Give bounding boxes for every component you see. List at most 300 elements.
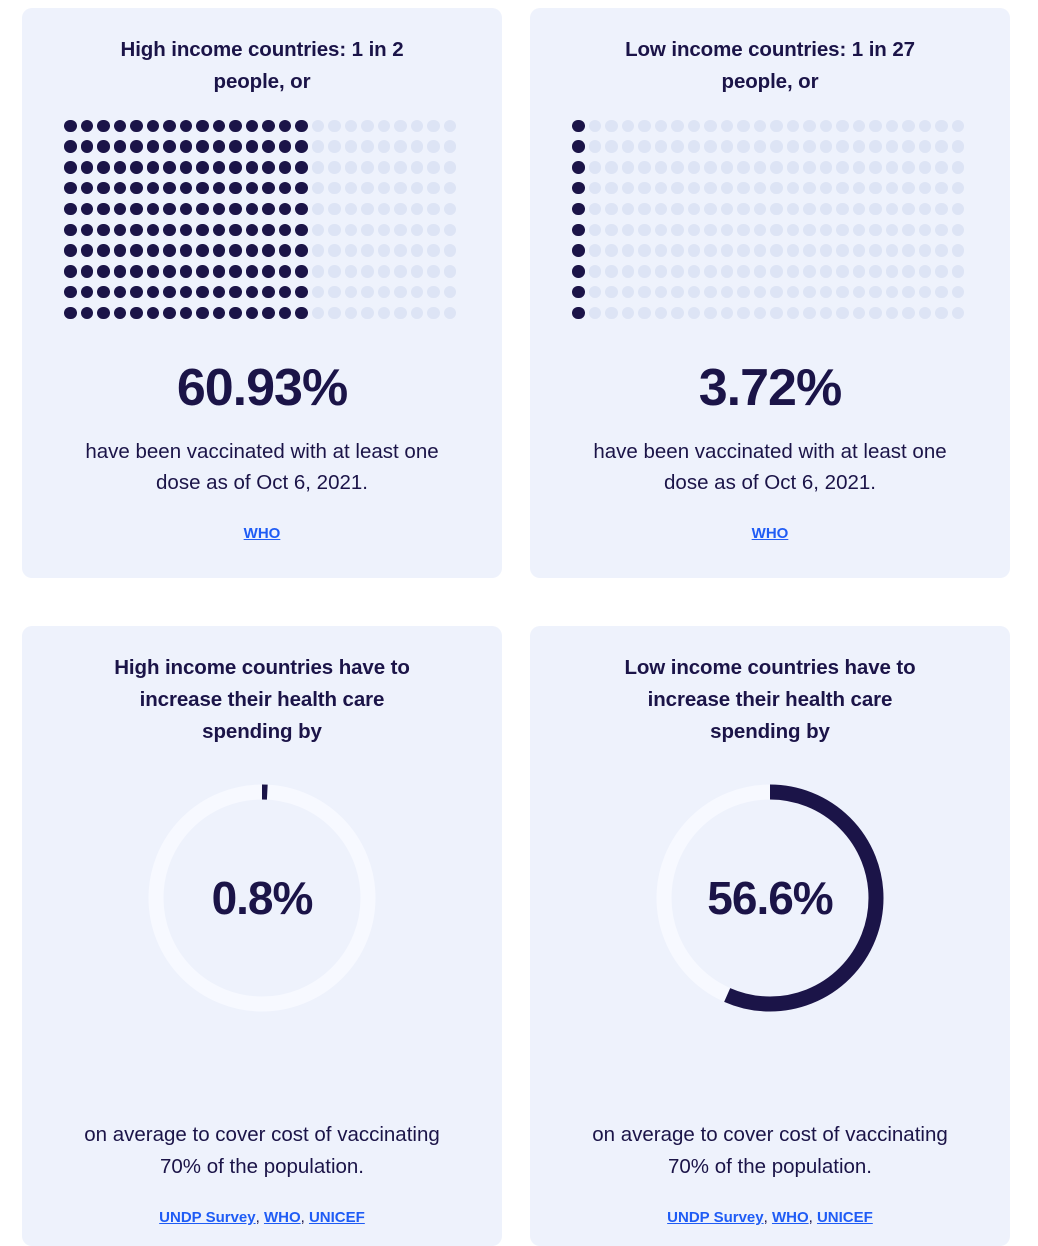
waffle-dot-filled bbox=[213, 203, 226, 216]
waffle-dot-empty bbox=[853, 161, 866, 174]
waffle-dot-filled bbox=[64, 161, 77, 174]
waffle-dot-empty bbox=[605, 244, 618, 257]
waffle-dot-filled bbox=[229, 286, 242, 299]
waffle-dot-filled bbox=[97, 244, 110, 257]
waffle-dot-filled bbox=[295, 140, 308, 153]
waffle-dot-empty bbox=[886, 120, 899, 133]
waffle-dot-empty bbox=[721, 224, 734, 237]
waffle-dot-empty bbox=[605, 307, 618, 320]
waffle-dot-empty bbox=[378, 140, 391, 153]
waffle-dot-empty bbox=[869, 307, 882, 320]
waffle-dot-empty bbox=[952, 120, 965, 133]
waffle-dot-empty bbox=[935, 224, 948, 237]
waffle-dot-empty bbox=[638, 120, 651, 133]
source-links[interactable] bbox=[244, 525, 281, 542]
waffle-dot-empty bbox=[704, 244, 717, 257]
waffle-dot-empty bbox=[836, 307, 849, 320]
waffle-dot-filled bbox=[114, 140, 127, 153]
waffle-dot-filled bbox=[572, 140, 585, 153]
source-link-unicef[interactable]: UNICEF bbox=[308, 1209, 365, 1226]
waffle-dot-filled bbox=[572, 161, 585, 174]
waffle-dot-filled bbox=[262, 307, 275, 320]
waffle-dot-filled bbox=[114, 265, 127, 278]
waffle-dot-empty bbox=[378, 224, 391, 237]
waffle-dot-empty bbox=[820, 120, 833, 133]
waffle-dot-empty bbox=[655, 182, 668, 195]
waffle-dot-empty bbox=[869, 224, 882, 237]
waffle-dot-filled bbox=[295, 265, 308, 278]
waffle-dot-empty bbox=[853, 224, 866, 237]
waffle-dot-filled bbox=[97, 203, 110, 216]
stat-value: 3.72% bbox=[698, 358, 842, 417]
waffle-dot-filled bbox=[196, 286, 209, 299]
waffle-dot-filled bbox=[262, 203, 275, 216]
waffle-dot-filled bbox=[163, 307, 176, 320]
waffle-dot-empty bbox=[345, 161, 358, 174]
waffle-dot-empty bbox=[361, 161, 374, 174]
waffle-dot-empty bbox=[787, 286, 800, 299]
waffle-dot-empty bbox=[444, 161, 457, 174]
waffle-dot-filled bbox=[295, 182, 308, 195]
waffle-dot-empty bbox=[328, 307, 341, 320]
waffle-dot-empty bbox=[836, 224, 849, 237]
source-links[interactable] bbox=[667, 1209, 873, 1226]
waffle-dot-empty bbox=[836, 182, 849, 195]
waffle-dot-empty bbox=[312, 161, 325, 174]
waffle-dot-empty bbox=[444, 120, 457, 133]
waffle-dot-empty bbox=[886, 307, 899, 320]
waffle-dot-filled bbox=[114, 286, 127, 299]
waffle-dot-empty bbox=[919, 182, 932, 195]
waffle-dot-empty bbox=[803, 161, 816, 174]
waffle-dot-filled bbox=[572, 244, 585, 257]
waffle-dot-empty bbox=[869, 140, 882, 153]
waffle-dot-empty bbox=[902, 203, 915, 216]
waffle-dot-empty bbox=[919, 120, 932, 133]
waffle-dot-empty bbox=[671, 120, 684, 133]
waffle-dot-empty bbox=[345, 120, 358, 133]
waffle-dot-filled bbox=[196, 224, 209, 237]
waffle-dot-empty bbox=[919, 161, 932, 174]
waffle-dot-empty bbox=[378, 265, 391, 278]
waffle-dot-filled bbox=[196, 140, 209, 153]
waffle-dot-empty bbox=[345, 182, 358, 195]
waffle-dot-empty bbox=[605, 224, 618, 237]
waffle-dot-empty bbox=[671, 224, 684, 237]
waffle-dot-empty bbox=[820, 140, 833, 153]
source-link-unicef[interactable]: UNICEF bbox=[816, 1209, 873, 1226]
waffle-dot-empty bbox=[952, 265, 965, 278]
waffle-dot-filled bbox=[147, 182, 160, 195]
waffle-dot-empty bbox=[411, 120, 424, 133]
waffle-dot-empty bbox=[688, 140, 701, 153]
waffle-dot-filled bbox=[262, 120, 275, 133]
waffle-dot-empty bbox=[312, 140, 325, 153]
waffle-dot-empty bbox=[919, 265, 932, 278]
waffle-dot-empty bbox=[622, 244, 635, 257]
waffle-dot-filled bbox=[81, 286, 94, 299]
waffle-dot-filled bbox=[572, 224, 585, 237]
waffle-dot-empty bbox=[704, 307, 717, 320]
waffle-dot-filled bbox=[295, 161, 308, 174]
waffle-dot-empty bbox=[935, 161, 948, 174]
source-separator: , bbox=[255, 1209, 264, 1226]
source-link-who[interactable]: WHO bbox=[771, 1209, 809, 1226]
waffle-dot-filled bbox=[196, 244, 209, 257]
waffle-dot-empty bbox=[655, 140, 668, 153]
waffle-dot-empty bbox=[411, 307, 424, 320]
waffle-chart-high-income bbox=[64, 120, 460, 328]
waffle-dot-filled bbox=[279, 307, 292, 320]
waffle-dot-empty bbox=[902, 307, 915, 320]
waffle-dot-filled bbox=[180, 140, 193, 153]
waffle-dot-empty bbox=[361, 244, 374, 257]
waffle-dot-filled bbox=[114, 224, 127, 237]
waffle-dot-empty bbox=[770, 286, 783, 299]
waffle-dot-empty bbox=[394, 307, 407, 320]
waffle-dot-empty bbox=[378, 244, 391, 257]
waffle-dot-empty bbox=[589, 307, 602, 320]
waffle-dot-empty bbox=[820, 161, 833, 174]
waffle-dot-filled bbox=[262, 244, 275, 257]
waffle-dot-filled bbox=[114, 203, 127, 216]
waffle-dot-empty bbox=[820, 265, 833, 278]
waffle-dot-empty bbox=[427, 286, 440, 299]
waffle-dot-empty bbox=[361, 203, 374, 216]
waffle-dot-empty bbox=[886, 140, 899, 153]
waffle-dot-empty bbox=[655, 224, 668, 237]
waffle-dot-empty bbox=[655, 265, 668, 278]
waffle-dot-empty bbox=[737, 244, 750, 257]
waffle-dot-empty bbox=[770, 203, 783, 216]
waffle-dot-empty bbox=[704, 203, 717, 216]
waffle-dot-empty bbox=[427, 307, 440, 320]
waffle-dot-filled bbox=[64, 307, 77, 320]
waffle-dot-empty bbox=[444, 140, 457, 153]
waffle-dot-empty bbox=[754, 182, 767, 195]
waffle-dot-filled bbox=[163, 182, 176, 195]
source-link-who[interactable]: WHO bbox=[751, 525, 789, 543]
waffle-dot-empty bbox=[345, 224, 358, 237]
waffle-dot-empty bbox=[770, 182, 783, 195]
waffle-dot-filled bbox=[180, 120, 193, 133]
waffle-dot-empty bbox=[737, 182, 750, 195]
waffle-dot-empty bbox=[935, 265, 948, 278]
waffle-dot-empty bbox=[886, 286, 899, 299]
waffle-dot-empty bbox=[688, 120, 701, 133]
stat-description: on average to cover cost of vaccinating 70% of the population. bbox=[84, 1123, 440, 1179]
waffle-dot-filled bbox=[147, 161, 160, 174]
waffle-dot-filled bbox=[81, 182, 94, 195]
waffle-dot-empty bbox=[394, 286, 407, 299]
waffle-dot-filled bbox=[295, 224, 308, 237]
waffle-dot-empty bbox=[312, 265, 325, 278]
waffle-dot-filled bbox=[97, 307, 110, 320]
waffle-dot-empty bbox=[836, 244, 849, 257]
waffle-dot-empty bbox=[605, 286, 618, 299]
waffle-dot-empty bbox=[638, 286, 651, 299]
waffle-dot-empty bbox=[411, 203, 424, 216]
waffle-dot-empty bbox=[427, 140, 440, 153]
waffle-dot-empty bbox=[688, 161, 701, 174]
waffle-dot-filled bbox=[147, 224, 160, 237]
waffle-dot-empty bbox=[361, 307, 374, 320]
card-low-income-spending bbox=[530, 626, 1010, 1246]
waffle-dot-empty bbox=[655, 286, 668, 299]
waffle-dot-empty bbox=[427, 120, 440, 133]
waffle-dot-empty bbox=[737, 161, 750, 174]
waffle-dot-empty bbox=[902, 286, 915, 299]
waffle-dot-filled bbox=[81, 140, 94, 153]
waffle-dot-empty bbox=[803, 286, 816, 299]
waffle-dot-filled bbox=[196, 307, 209, 320]
waffle-dot-empty bbox=[605, 120, 618, 133]
waffle-dot-empty bbox=[704, 161, 717, 174]
card-high-income-spending bbox=[22, 626, 502, 1246]
waffle-dot-empty bbox=[820, 244, 833, 257]
waffle-dot-empty bbox=[312, 286, 325, 299]
waffle-dot-empty bbox=[803, 244, 816, 257]
waffle-dot-empty bbox=[622, 140, 635, 153]
waffle-dot-filled bbox=[295, 286, 308, 299]
waffle-dot-filled bbox=[180, 286, 193, 299]
waffle-dot-filled bbox=[213, 307, 226, 320]
waffle-dot-empty bbox=[853, 265, 866, 278]
waffle-dot-empty bbox=[754, 224, 767, 237]
card-high-income-vaccination bbox=[22, 8, 502, 578]
waffle-dot-filled bbox=[147, 120, 160, 133]
waffle-dot-empty bbox=[638, 224, 651, 237]
waffle-dot-empty bbox=[671, 244, 684, 257]
waffle-dot-empty bbox=[787, 140, 800, 153]
waffle-dot-empty bbox=[754, 307, 767, 320]
waffle-dot-empty bbox=[394, 244, 407, 257]
waffle-dot-filled bbox=[246, 307, 259, 320]
waffle-dot-empty bbox=[935, 286, 948, 299]
waffle-dot-empty bbox=[622, 307, 635, 320]
source-link-who[interactable]: WHO bbox=[263, 1209, 301, 1226]
source-link-undp-survey[interactable]: UNDP Survey bbox=[667, 1209, 764, 1226]
waffle-dot-empty bbox=[655, 203, 668, 216]
waffle-dot-filled bbox=[279, 203, 292, 216]
waffle-dot-empty bbox=[902, 182, 915, 195]
waffle-dot-filled bbox=[229, 203, 242, 216]
waffle-dot-filled bbox=[229, 265, 242, 278]
waffle-dot-filled bbox=[147, 307, 160, 320]
waffle-dot-filled bbox=[180, 161, 193, 174]
waffle-dot-empty bbox=[361, 182, 374, 195]
waffle-dot-empty bbox=[721, 244, 734, 257]
waffle-dot-empty bbox=[902, 244, 915, 257]
waffle-dot-empty bbox=[394, 120, 407, 133]
waffle-dot-empty bbox=[638, 161, 651, 174]
waffle-dot-filled bbox=[147, 244, 160, 257]
waffle-dot-empty bbox=[869, 265, 882, 278]
waffle-dot-empty bbox=[605, 182, 618, 195]
waffle-dot-filled bbox=[64, 182, 77, 195]
waffle-dot-empty bbox=[427, 203, 440, 216]
waffle-dot-filled bbox=[147, 203, 160, 216]
card-title: Low income countries have to increase their health care spending by bbox=[624, 656, 916, 743]
waffle-dot-filled bbox=[64, 265, 77, 278]
waffle-dot-filled bbox=[163, 203, 176, 216]
waffle-dot-filled bbox=[295, 203, 308, 216]
waffle-dot-filled bbox=[262, 140, 275, 153]
waffle-dot-empty bbox=[427, 224, 440, 237]
waffle-dot-empty bbox=[770, 140, 783, 153]
waffle-dot-filled bbox=[279, 140, 292, 153]
waffle-dot-empty bbox=[721, 182, 734, 195]
donut-chart-high-income bbox=[137, 773, 387, 1023]
waffle-dot-empty bbox=[737, 265, 750, 278]
waffle-dot-empty bbox=[328, 120, 341, 133]
waffle-dot-empty bbox=[312, 307, 325, 320]
waffle-dot-empty bbox=[688, 244, 701, 257]
waffle-dot-filled bbox=[196, 120, 209, 133]
waffle-dot-empty bbox=[902, 140, 915, 153]
waffle-dot-empty bbox=[737, 203, 750, 216]
source-link-who[interactable]: WHO bbox=[243, 525, 281, 543]
source-separator: , bbox=[763, 1209, 772, 1226]
waffle-dot-filled bbox=[180, 307, 193, 320]
waffle-dot-empty bbox=[589, 140, 602, 153]
waffle-dot-filled bbox=[64, 203, 77, 216]
waffle-dot-empty bbox=[952, 161, 965, 174]
waffle-dot-empty bbox=[935, 307, 948, 320]
waffle-dot-empty bbox=[869, 182, 882, 195]
waffle-dot-filled bbox=[279, 161, 292, 174]
waffle-dot-filled bbox=[213, 265, 226, 278]
waffle-dot-empty bbox=[704, 120, 717, 133]
waffle-dot-empty bbox=[345, 265, 358, 278]
waffle-dot-filled bbox=[196, 161, 209, 174]
waffle-dot-filled bbox=[262, 265, 275, 278]
waffle-dot-filled bbox=[114, 161, 127, 174]
waffle-dot-empty bbox=[952, 307, 965, 320]
waffle-dot-empty bbox=[952, 140, 965, 153]
waffle-dot-empty bbox=[704, 182, 717, 195]
waffle-dot-filled bbox=[196, 265, 209, 278]
waffle-dot-filled bbox=[130, 120, 143, 133]
source-separator: , bbox=[300, 1209, 309, 1226]
waffle-dot-empty bbox=[952, 203, 965, 216]
waffle-dot-empty bbox=[853, 203, 866, 216]
waffle-dot-filled bbox=[572, 120, 585, 133]
waffle-dot-filled bbox=[246, 286, 259, 299]
waffle-dot-empty bbox=[622, 224, 635, 237]
waffle-dot-filled bbox=[180, 203, 193, 216]
waffle-dot-filled bbox=[213, 182, 226, 195]
waffle-dot-empty bbox=[605, 140, 618, 153]
waffle-dot-empty bbox=[622, 265, 635, 278]
source-links[interactable] bbox=[159, 1209, 365, 1226]
waffle-dot-filled bbox=[279, 120, 292, 133]
waffle-dot-empty bbox=[704, 224, 717, 237]
waffle-dot-empty bbox=[787, 203, 800, 216]
waffle-dot-empty bbox=[853, 182, 866, 195]
waffle-dot-empty bbox=[737, 120, 750, 133]
waffle-dot-filled bbox=[229, 120, 242, 133]
waffle-dot-filled bbox=[97, 224, 110, 237]
waffle-dot-empty bbox=[394, 161, 407, 174]
waffle-dot-empty bbox=[394, 140, 407, 153]
waffle-dot-empty bbox=[622, 120, 635, 133]
waffle-dot-empty bbox=[787, 120, 800, 133]
waffle-dot-empty bbox=[378, 182, 391, 195]
waffle-dot-empty bbox=[589, 224, 602, 237]
source-link-undp-survey[interactable]: UNDP Survey bbox=[159, 1209, 256, 1226]
waffle-dot-filled bbox=[246, 224, 259, 237]
waffle-dot-empty bbox=[704, 286, 717, 299]
waffle-dot-empty bbox=[919, 140, 932, 153]
waffle-dot-filled bbox=[114, 182, 127, 195]
waffle-dot-empty bbox=[787, 161, 800, 174]
waffle-dot-empty bbox=[787, 244, 800, 257]
waffle-dot-empty bbox=[721, 203, 734, 216]
waffle-dot-empty bbox=[411, 182, 424, 195]
waffle-dot-empty bbox=[721, 161, 734, 174]
waffle-dot-empty bbox=[869, 161, 882, 174]
waffle-dot-empty bbox=[803, 203, 816, 216]
waffle-dot-empty bbox=[787, 307, 800, 320]
waffle-dot-empty bbox=[737, 224, 750, 237]
waffle-dot-empty bbox=[312, 203, 325, 216]
waffle-dot-filled bbox=[180, 224, 193, 237]
waffle-dot-empty bbox=[935, 203, 948, 216]
waffle-dot-empty bbox=[820, 224, 833, 237]
waffle-dot-empty bbox=[655, 161, 668, 174]
waffle-dot-empty bbox=[638, 307, 651, 320]
waffle-dot-empty bbox=[638, 140, 651, 153]
waffle-dot-empty bbox=[671, 161, 684, 174]
waffle-dot-empty bbox=[671, 182, 684, 195]
card-title: Low income countries: 1 in 27 people, or bbox=[625, 38, 915, 93]
waffle-dot-filled bbox=[130, 140, 143, 153]
waffle-dot-empty bbox=[853, 140, 866, 153]
waffle-dot-filled bbox=[81, 244, 94, 257]
waffle-dot-empty bbox=[427, 244, 440, 257]
waffle-dot-empty bbox=[737, 286, 750, 299]
waffle-dot-empty bbox=[394, 182, 407, 195]
waffle-dot-empty bbox=[869, 120, 882, 133]
waffle-dot-empty bbox=[378, 161, 391, 174]
source-links[interactable] bbox=[752, 525, 789, 542]
waffle-dot-empty bbox=[655, 244, 668, 257]
waffle-dot-filled bbox=[246, 161, 259, 174]
waffle-dot-empty bbox=[361, 286, 374, 299]
waffle-dot-filled bbox=[81, 265, 94, 278]
waffle-dot-filled bbox=[130, 244, 143, 257]
waffle-dot-empty bbox=[361, 265, 374, 278]
waffle-dot-filled bbox=[130, 224, 143, 237]
waffle-dot-empty bbox=[328, 244, 341, 257]
waffle-dot-empty bbox=[919, 224, 932, 237]
waffle-dot-empty bbox=[589, 161, 602, 174]
waffle-dot-empty bbox=[704, 140, 717, 153]
waffle-dot-empty bbox=[853, 120, 866, 133]
waffle-dot-empty bbox=[952, 224, 965, 237]
waffle-dot-empty bbox=[345, 203, 358, 216]
waffle-dot-empty bbox=[770, 307, 783, 320]
waffle-dot-empty bbox=[345, 286, 358, 299]
waffle-dot-empty bbox=[328, 265, 341, 278]
card-title: High income countries have to increase their health care spending by bbox=[114, 656, 410, 743]
waffle-dot-empty bbox=[378, 120, 391, 133]
waffle-dot-empty bbox=[820, 203, 833, 216]
waffle-dot-filled bbox=[130, 286, 143, 299]
waffle-dot-empty bbox=[935, 244, 948, 257]
waffle-dot-empty bbox=[754, 120, 767, 133]
